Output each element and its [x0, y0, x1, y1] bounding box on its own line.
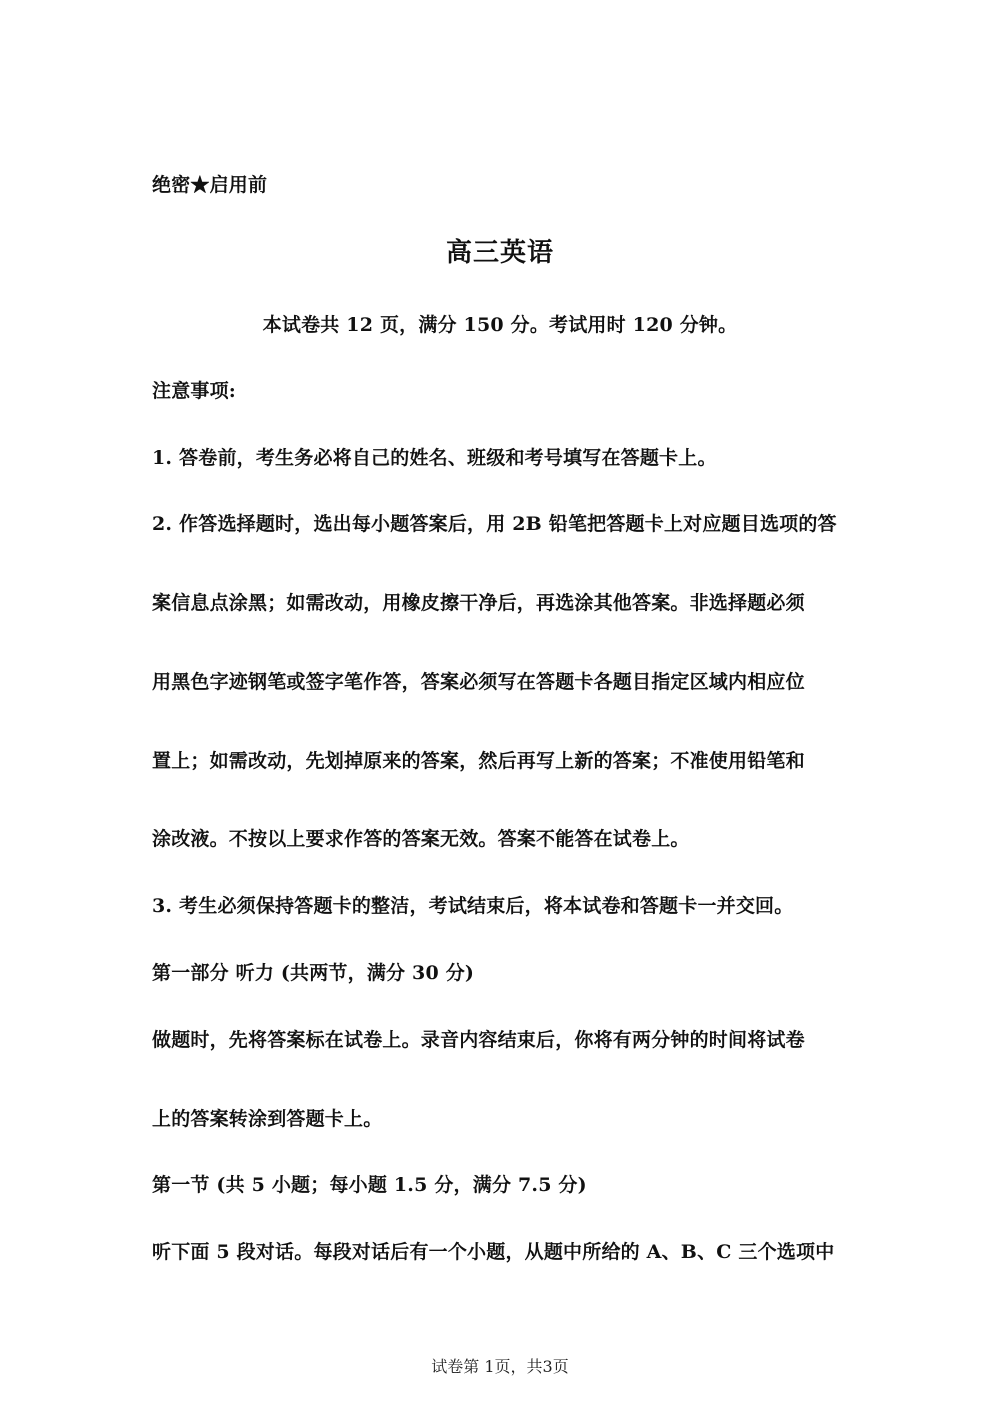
part1-instruction-1: 做题时，先将答案标在试卷上。录音内容结束后，你将有两分钟的时间将试卷 — [152, 1029, 805, 1051]
notice-line-4: 用黑色字迹钢笔或签字笔作答，答案必须写在答题卡各题目指定区域内相应位 — [152, 671, 805, 693]
part1-instruction-2: 上的答案转涂到答题卡上。 — [152, 1108, 383, 1130]
notice-line-1: 1. 答卷前，考生务必将自己的姓名、班级和考号填写在答题卡上。 — [152, 447, 717, 469]
notice-line-3: 案信息点涂黑；如需改动，用橡皮擦干净后，再选涂其他答案。非选择题必须 — [152, 592, 805, 614]
classification-label: 绝密★启用前 — [152, 174, 268, 196]
section1-instruction: 听下面 5 段对话。每段对话后有一个小题，从题中所给的 A、B、C 三个选项中 — [152, 1241, 835, 1263]
part1-heading: 第一部分 听力 (共两节，满分 30 分) — [152, 962, 475, 984]
notice-line-2: 2. 作答选择题时，选出每小题答案后，用 2B 铅笔把答题卡上对应题目选项的答 — [152, 513, 837, 535]
notice-line-7: 3. 考生必须保持答题卡的整洁，考试结束后，将本试卷和答题卡一并交回。 — [152, 895, 794, 917]
notice-line-6: 涂改液。不按以上要求作答的答案无效。答案不能答在试卷上。 — [152, 828, 690, 850]
section1-heading: 第一节 (共 5 小题；每小题 1.5 分，满分 7.5 分) — [152, 1174, 587, 1196]
exam-summary: 本试卷共 12 页，满分 150 分。考试用时 120 分钟。 — [262, 314, 738, 336]
page-footer: 试卷第 1页，共3页 — [431, 1357, 569, 1376]
page-title: 高三英语 — [445, 238, 554, 268]
notice-line-5: 置上；如需改动，先划掉原来的答案，然后再写上新的答案；不准使用铅笔和 — [152, 750, 805, 772]
notice-heading: 注意事项: — [152, 380, 237, 402]
